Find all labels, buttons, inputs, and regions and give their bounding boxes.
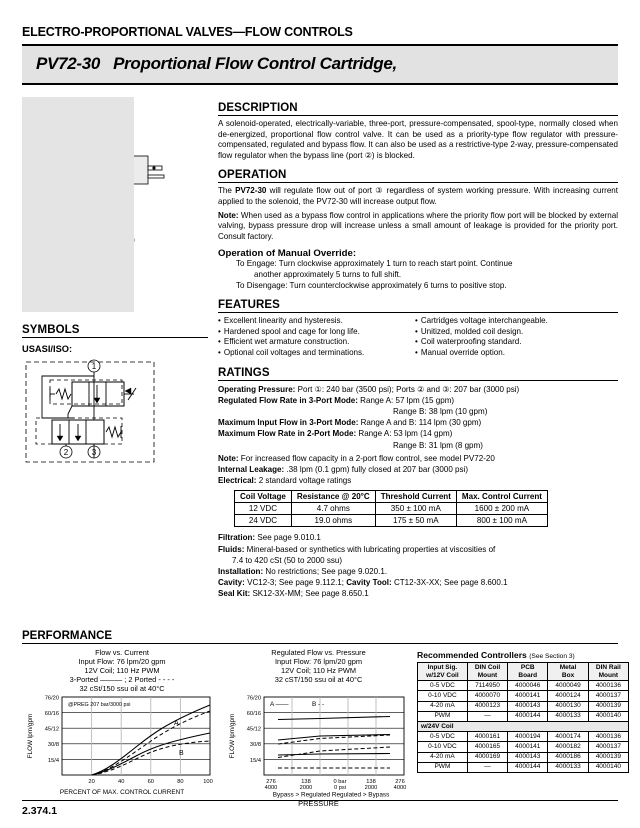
banner-divider <box>22 83 618 85</box>
features-lists <box>218 316 618 358</box>
operation-note <box>218 211 618 243</box>
operation-para-pre: The <box>218 186 236 196</box>
rating-value: See page 9.010.1 <box>255 533 321 543</box>
symbols-heading: SYMBOLS <box>22 324 80 336</box>
features-column-2 <box>415 316 618 358</box>
cell: — <box>467 762 507 772</box>
rating-label: Internal Leakage: <box>218 464 285 474</box>
chart2-subtitle-line: 12V Coil; 110 Hz PWM <box>280 666 357 676</box>
table-row <box>418 701 629 711</box>
header-line1: PCB <box>520 663 535 671</box>
override-engage-cont: another approximately 5 turns to full shift. <box>254 269 402 279</box>
cell: 4000136 <box>588 732 628 742</box>
cell: 19.0 ohms <box>291 515 375 527</box>
cell: 4000049 <box>548 681 588 691</box>
operation-note-label: Note: <box>218 210 239 220</box>
cell: 4000144 <box>508 762 548 772</box>
header-line2: Box <box>561 671 575 679</box>
column-header <box>467 663 507 681</box>
chart2-legend-a: A —— <box>270 701 289 709</box>
rating-label: Maximum Flow Rate in 2-Port Mode: <box>218 429 357 439</box>
chart-flow-vs-current <box>22 648 222 809</box>
chart1-ytick: 45/12 <box>44 727 59 734</box>
chart1-subtitle-line: 32 cSt/150 ssu oil at 40°C <box>79 684 165 694</box>
table-row <box>235 503 548 515</box>
rating-note <box>218 453 618 464</box>
rating-label: Operating Pressure: <box>218 384 296 394</box>
valve-photo <box>22 94 190 316</box>
chart2-xtick-top: 0 bar <box>333 779 347 786</box>
chart2-ytick: 30/8 <box>249 742 261 749</box>
cell: 4000143 <box>508 752 548 762</box>
operation-note-text: When used as a bypass flow control in applications where the priority flow port will be blocked by external valving, bypass pressure drop will increase unless a small amount of leakage is provided for the priority port. Consult factory. <box>218 210 618 241</box>
feature-item: • Manual override option. <box>415 348 618 359</box>
controllers-title <box>417 650 629 660</box>
cell: 4000161 <box>467 732 507 742</box>
performance-row <box>22 648 621 809</box>
chart1-ylabel: FLOW lpm/gpm <box>27 714 34 759</box>
chart2-xtick-top: 138 <box>301 779 311 786</box>
feature-item: • Efficient wet armature construction. <box>218 337 415 348</box>
right-column <box>208 94 618 600</box>
table-header-row <box>235 491 548 503</box>
chart1-subtitle-line: 12V Coil; 110 Hz PWM <box>84 666 160 676</box>
chart2-xtick-bottom: 2000 <box>364 785 378 792</box>
cell: 4.7 ohms <box>291 503 375 515</box>
table-row <box>418 711 629 721</box>
chart1-plot <box>22 693 222 801</box>
override-engage: To Engage: Turn clockwise approximately 1 turn to reach start point. Continue <box>236 259 513 269</box>
rating-max-flow-2port <box>218 428 618 439</box>
controllers-title-text: Recommended Controllers <box>417 650 527 660</box>
page-title: ELECTRO-PROPORTIONAL VALVES—FLOW CONTROLS <box>22 25 353 39</box>
chart2-subtitle-line: 32 cST/150 ssu oil at 40°C <box>274 675 363 685</box>
rating-installation <box>218 566 618 577</box>
cell: 4000133 <box>548 711 588 721</box>
operation-heading: OPERATION <box>218 169 287 182</box>
header-line2: Board <box>518 671 538 679</box>
cell: PWM <box>418 762 468 772</box>
cell: 4000137 <box>588 742 628 752</box>
override-disengage: To Disengage: Turn counterclockwise approximately 6 turns to positive stop. <box>236 280 507 290</box>
table-row <box>418 732 629 742</box>
content-columns <box>22 94 618 600</box>
feature-item: • Unitized, molded coil design. <box>415 327 618 338</box>
rating-label: Regulated Flow Rate in 3-Port Mode: <box>218 395 358 405</box>
controllers-table <box>417 662 629 773</box>
rating-max-flow-2port-b: Range B: 31 lpm (8 gpm) <box>393 440 483 450</box>
cell: 0-10 VDC <box>418 742 468 752</box>
header-line1: Metal <box>559 663 577 671</box>
banner-text <box>36 54 604 74</box>
table-subheader-row <box>418 721 629 731</box>
manual-override-heading: Operation of Manual Override: <box>218 248 357 260</box>
footer-divider <box>22 800 618 801</box>
feature-item: • Hardened spool and cage for long life. <box>218 327 415 338</box>
table-row <box>235 515 548 527</box>
table-row <box>418 752 629 762</box>
header-line2: Mount <box>477 671 498 679</box>
ratings-divider <box>218 380 618 381</box>
performance-section <box>22 630 621 809</box>
column-header: Coil Voltage <box>235 491 292 503</box>
cell: 4000141 <box>508 691 548 701</box>
chart1-series-label-a: A <box>174 720 179 728</box>
subheader-cell: w/24V Coil <box>418 721 629 731</box>
chart2-ytick: 45/12 <box>246 727 261 734</box>
rating-cavity <box>218 577 618 588</box>
rating-value: Mineral-based or synthetics with lubricating properties at viscosities of <box>244 544 496 554</box>
cell: 7114950 <box>467 681 507 691</box>
chart1-xtick: 40 <box>118 779 125 786</box>
operation-model-ref: PV72-30 <box>235 186 267 196</box>
cell: 4000174 <box>548 732 588 742</box>
rating-label: Electrical: <box>218 476 257 486</box>
chart1-xtick: 60 <box>147 779 154 786</box>
ratings-heading: RATINGS <box>218 366 270 379</box>
rating-filtration <box>218 532 618 543</box>
cell: 0-5 VDC <box>418 681 468 691</box>
chart2-legend-b: B - - <box>312 701 325 709</box>
rating-value: Range A: 57 lpm (15 gpm) <box>357 395 455 405</box>
description-heading: DESCRIPTION <box>218 102 298 114</box>
rating-note-label: Note: <box>218 453 239 463</box>
chart2-xtick-bottom: 2000 <box>299 785 313 792</box>
cell: 4000046 <box>508 681 548 691</box>
cell: 4000130 <box>548 701 588 711</box>
rating-fluids-cont: 7.4 to 420 cSt (50 to 2000 ssu) <box>232 555 343 565</box>
chart-regulated-flow-vs-pressure <box>226 648 411 809</box>
rating-value: 2 standard voltage ratings <box>256 476 352 486</box>
cell: 4-20 mA <box>418 701 468 711</box>
rating-fluids <box>218 544 618 555</box>
rating-value: .38 lpm (0.1 gpm) fully closed at 207 bar (3000 psi) <box>284 464 469 474</box>
cell: 4000140 <box>588 711 628 721</box>
cell: 4000124 <box>548 691 588 701</box>
features-divider <box>218 312 618 313</box>
chart1-xlabel: PERCENT OF MAX. CONTROL CURRENT <box>59 789 185 797</box>
rating-operating-pressure <box>218 384 618 395</box>
rating-label: Seal Kit: <box>218 589 251 599</box>
chart2-xlabel: PRESSURE <box>298 799 339 809</box>
chart2-xlabel2: Bypass > Regulated Regulated > Bypass <box>272 791 390 799</box>
chart1-xtick: 100 <box>203 779 213 786</box>
rating-seal-kit <box>218 588 618 599</box>
chart2-subtitle-line: Input Flow: 76 lpm/20 gpm <box>274 657 363 667</box>
performance-heading: PERFORMANCE <box>22 630 113 642</box>
cell: 4000144 <box>508 711 548 721</box>
rating-regulated-flow-b: Range B: 38 lpm (10 gpm) <box>393 406 488 416</box>
coil-ratings-table <box>234 490 548 527</box>
cell: 4000165 <box>467 742 507 752</box>
banner-subtitle: Proportional Flow Control Cartridge, <box>113 54 397 73</box>
chart1-subtitle-line: Input Flow: 76 lpm/20 gpm <box>78 657 166 667</box>
features-heading: FEATURES <box>218 299 280 312</box>
cell: 24 VDC <box>235 515 292 527</box>
rating-label-cavity-tool: Cavity Tool: <box>346 578 392 588</box>
column-header <box>548 663 588 681</box>
symbols-divider <box>22 337 208 338</box>
chart2-xtick-bottom: 0 psi <box>333 785 347 792</box>
cell: 4000169 <box>467 752 507 762</box>
cell: 4000194 <box>508 732 548 742</box>
column-header <box>588 663 628 681</box>
chart1-ytick: 76/20 <box>44 695 59 702</box>
feature-item: • Cartridges voltage interchangeable. <box>415 316 618 327</box>
cell: 175 ± 50 mA <box>375 515 456 527</box>
model-banner <box>22 46 618 83</box>
rating-label: Maximum Input Flow in 3-Port Mode: <box>218 418 359 428</box>
chart2-xtick-top: 276 <box>266 779 276 786</box>
chart2-ytick: 76/20 <box>246 695 261 702</box>
rating-label: Filtration: <box>218 533 256 543</box>
operation-divider <box>218 182 618 183</box>
rating-value: VC12-3; See page 9.112.1; <box>244 578 347 588</box>
controllers-title-note: (See Section 3) <box>529 653 575 660</box>
cell: 1600 ± 200 mA <box>456 503 547 515</box>
operation-paragraph <box>218 186 618 207</box>
feature-item: • Excellent linearity and hysteresis. <box>218 316 415 327</box>
performance-divider <box>22 643 618 644</box>
cell: — <box>467 711 507 721</box>
chart2-xtick-bottom: 4000 <box>393 785 407 792</box>
chart2-xtick-bottom: 4000 <box>264 785 278 792</box>
operation-para-post: will regulate flow out of port ③ regardless of system working pressure. With increasing current applied to the solenoid, the PV72-30 will increase output flow. <box>218 186 618 206</box>
description-divider <box>218 115 618 116</box>
chart1-subtitle-line: 3-Ported ——— ; 2 Ported - - - - <box>69 675 175 685</box>
chart1-ytick: 15/4 <box>47 758 59 765</box>
header-line2: w/12V Coil <box>426 671 459 679</box>
header-line1: Input Sig. <box>427 663 458 671</box>
table-row <box>418 742 629 752</box>
cell: 350 ± 100 mA <box>375 503 456 515</box>
chart2-ytick: 15/4 <box>249 758 261 765</box>
column-header <box>508 663 548 681</box>
chart2-title: Regulated Flow vs. Pressure <box>271 648 366 657</box>
rating-label: Fluids: <box>218 544 245 554</box>
cell: 4000141 <box>508 742 548 752</box>
chart2-xtick-top: 138 <box>366 779 376 786</box>
chart2-xtick-top: 276 <box>395 779 405 786</box>
symbol-port-1: 1 <box>91 362 97 371</box>
model-number: PV72-30 <box>36 54 101 73</box>
chart1-xtick: 80 <box>177 779 184 786</box>
column-header: Max. Control Current <box>456 491 547 503</box>
cell: 4000186 <box>548 752 588 762</box>
chart1-xtick: 20 <box>88 779 95 786</box>
cell: 12 VDC <box>235 503 292 515</box>
rating-label: Installation: <box>218 566 264 576</box>
cell: 800 ± 100 mA <box>456 515 547 527</box>
recommended-controllers-block <box>417 648 629 809</box>
chart1-ytick: 60/16 <box>44 711 59 718</box>
cell: 4000139 <box>588 701 628 711</box>
header-line1: DIN Coil <box>474 663 501 671</box>
chart2-plot <box>226 693 411 801</box>
header-line1: DIN Rail <box>595 663 621 671</box>
rating-value: Range A and B: 114 lpm (30 gpm) <box>358 418 482 428</box>
cell: 4000140 <box>588 762 628 772</box>
photo-background <box>22 97 134 312</box>
cell: 0-10 VDC <box>418 691 468 701</box>
rating-internal-leakage <box>218 464 618 475</box>
hydraulic-schematic <box>22 356 194 472</box>
symbols-standard-label: USASI/ISO: <box>22 344 73 354</box>
rating-label: Cavity: <box>218 578 245 588</box>
column-header <box>418 663 468 681</box>
chart1-series-label-b: B <box>179 750 184 758</box>
chart2-ytick: 60/16 <box>246 711 261 718</box>
table-row <box>418 681 629 691</box>
feature-item: • Optional coil voltages and terminations. <box>218 348 415 359</box>
table-header-row <box>418 663 629 681</box>
chart1-title: Flow vs. Current <box>95 648 149 657</box>
chart2-ylabel: FLOW lpm/gpm <box>229 714 236 759</box>
rating-value: CT12-3X-XX; See page 8.600.1 <box>391 578 508 588</box>
cell: 4000070 <box>467 691 507 701</box>
cell: 4000143 <box>508 701 548 711</box>
cell: 4000137 <box>588 691 628 701</box>
cell: 4000136 <box>588 681 628 691</box>
rating-electrical <box>218 475 618 486</box>
cell: 4000123 <box>467 701 507 711</box>
column-header: Threshold Current <box>375 491 456 503</box>
feature-item: • Coil waterproofing standard. <box>415 337 618 348</box>
cell: 4000133 <box>548 762 588 772</box>
header-line2: Mount <box>598 671 619 679</box>
table-row <box>418 762 629 772</box>
rating-value: Range A: 53 lpm (14 gpm) <box>356 429 453 439</box>
cell: 4000139 <box>588 752 628 762</box>
table-row <box>418 691 629 701</box>
cell: PWM <box>418 711 468 721</box>
rating-value: SK12-3X-MM; See page 8.650.1 <box>250 589 369 599</box>
symbol-port-2: 2 <box>63 448 69 457</box>
symbol-port-3: 3 <box>91 448 97 457</box>
page-number: 2.374.1 <box>22 805 58 817</box>
rating-value: No restrictions; See page 9.020.1. <box>263 566 388 576</box>
cell: 0-5 VDC <box>418 732 468 742</box>
rating-value: Port ①: 240 bar (3500 psi); Ports ② and ③: 207 bar (3000 psi) <box>295 384 520 394</box>
cell: 4-20 mA <box>418 752 468 762</box>
column-header: Resistance @ 20°C <box>291 491 375 503</box>
chart1-annotation: @PREG 207 bar/3000 psi <box>68 702 131 709</box>
cell: 4000182 <box>548 742 588 752</box>
chart1-ytick: 30/8 <box>47 742 59 749</box>
left-column <box>22 94 208 600</box>
rating-regulated-flow <box>218 395 618 406</box>
rating-note-text: For increased flow capacity in a 2-port flow control, see model PV72-20 <box>238 453 495 463</box>
description-text: A solenoid-operated, electrically-variable, three-port, pressure-compensated, spool-type, normally closed when de-energized, proportional flow control valve. It can be used as a priority-type flow regulator with pressure-compensated, regulated and bypass flow. It can also be used as a restrictive-type 2-way, pressure-compensated flow regulator when the bypass line (port ②) is blocked. <box>218 119 618 160</box>
features-column-1 <box>218 316 415 358</box>
rating-max-input-flow <box>218 417 618 428</box>
